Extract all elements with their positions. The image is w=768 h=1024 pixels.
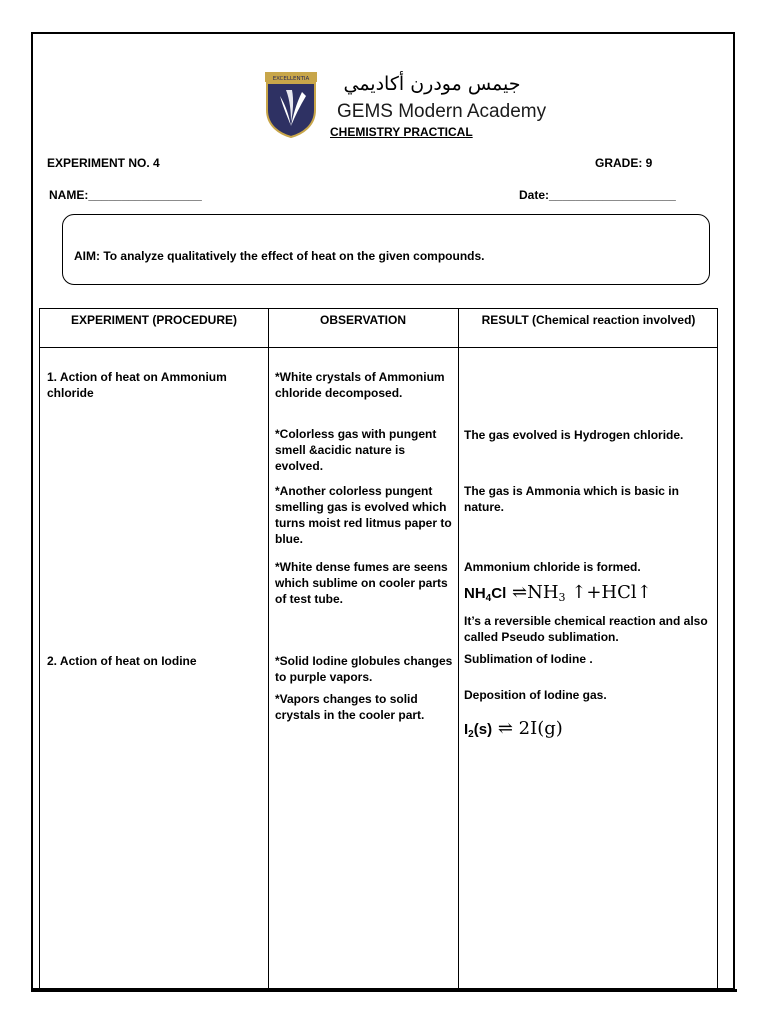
bottom-rule <box>31 989 737 992</box>
header-result: RESULT (Chemical reaction involved) <box>481 313 696 327</box>
observation-2: *Colorless gas with pungent smell &acidic nature is evolved. <box>275 427 437 473</box>
observation-3: *Another colorless pungent smelling gas is evolved which turns moist red litmus paper to blue. <box>275 484 452 546</box>
school-crest-logo <box>262 70 320 138</box>
header-divider <box>40 347 717 348</box>
equation-iodine: $I_2(s)$ ⇌ 2I(g) <box>464 718 563 740</box>
result-6: Deposition of Iodine gas. <box>464 688 607 702</box>
practical-table <box>39 308 718 992</box>
school-name-arabic: جيمس مودرن أكاديمي <box>343 73 521 95</box>
observation-1: *White crystals of Ammonium chloride decomposed. <box>275 370 445 400</box>
aim-box <box>62 214 710 285</box>
subject-title: CHEMISTRY PRACTICAL <box>330 125 473 139</box>
procedure-1: 1. Action of heat on Ammonium chloride <box>47 370 227 400</box>
result-1: The gas evolved is Hydrogen chloride. <box>464 428 684 442</box>
observation-4: *White dense fumes are seens which sublime on cooler parts of test tube. <box>275 560 448 606</box>
result-2: The gas is Ammonia which is basic in nature. <box>464 484 679 514</box>
aim-text: AIM: To analyze qualitatively the effect of heat on the given compounds. <box>74 249 485 263</box>
date-field: Date:___________________ <box>519 188 676 202</box>
result-4: It’s a reversible chemical reaction and also called Pseudo sublimation. <box>464 614 708 644</box>
observation-5: *Solid Iodine globules changes to purple vapors. <box>275 654 453 684</box>
experiment-number: EXPERIMENT NO. 4 <box>47 156 160 170</box>
header-procedure: EXPERIMENT (PROCEDURE) <box>70 313 237 327</box>
svg-text:EXCELLENTIA: EXCELLENTIA <box>272 76 310 82</box>
document-page <box>31 32 735 990</box>
column-divider <box>268 309 269 991</box>
school-name: GEMS Modern Academy <box>337 101 547 122</box>
result-5: Sublimation of Iodine . <box>464 652 593 666</box>
header-observation: OBSERVATION <box>319 313 406 327</box>
column-divider <box>458 309 459 991</box>
procedure-2: 2. Action of heat on Iodine <box>47 654 197 668</box>
grade-label: GRADE: 9 <box>595 156 653 170</box>
equation-ammonium-chloride: $NH_4Cl$ $\rightleftharpoons NH_3$ ↑+HCl↑ <box>464 582 652 604</box>
observation-6: *Vapors changes to solid crystals in the cooler part. <box>275 692 425 722</box>
result-3: Ammonium chloride is formed. <box>464 560 641 574</box>
name-field: NAME:_________________ <box>49 188 202 202</box>
